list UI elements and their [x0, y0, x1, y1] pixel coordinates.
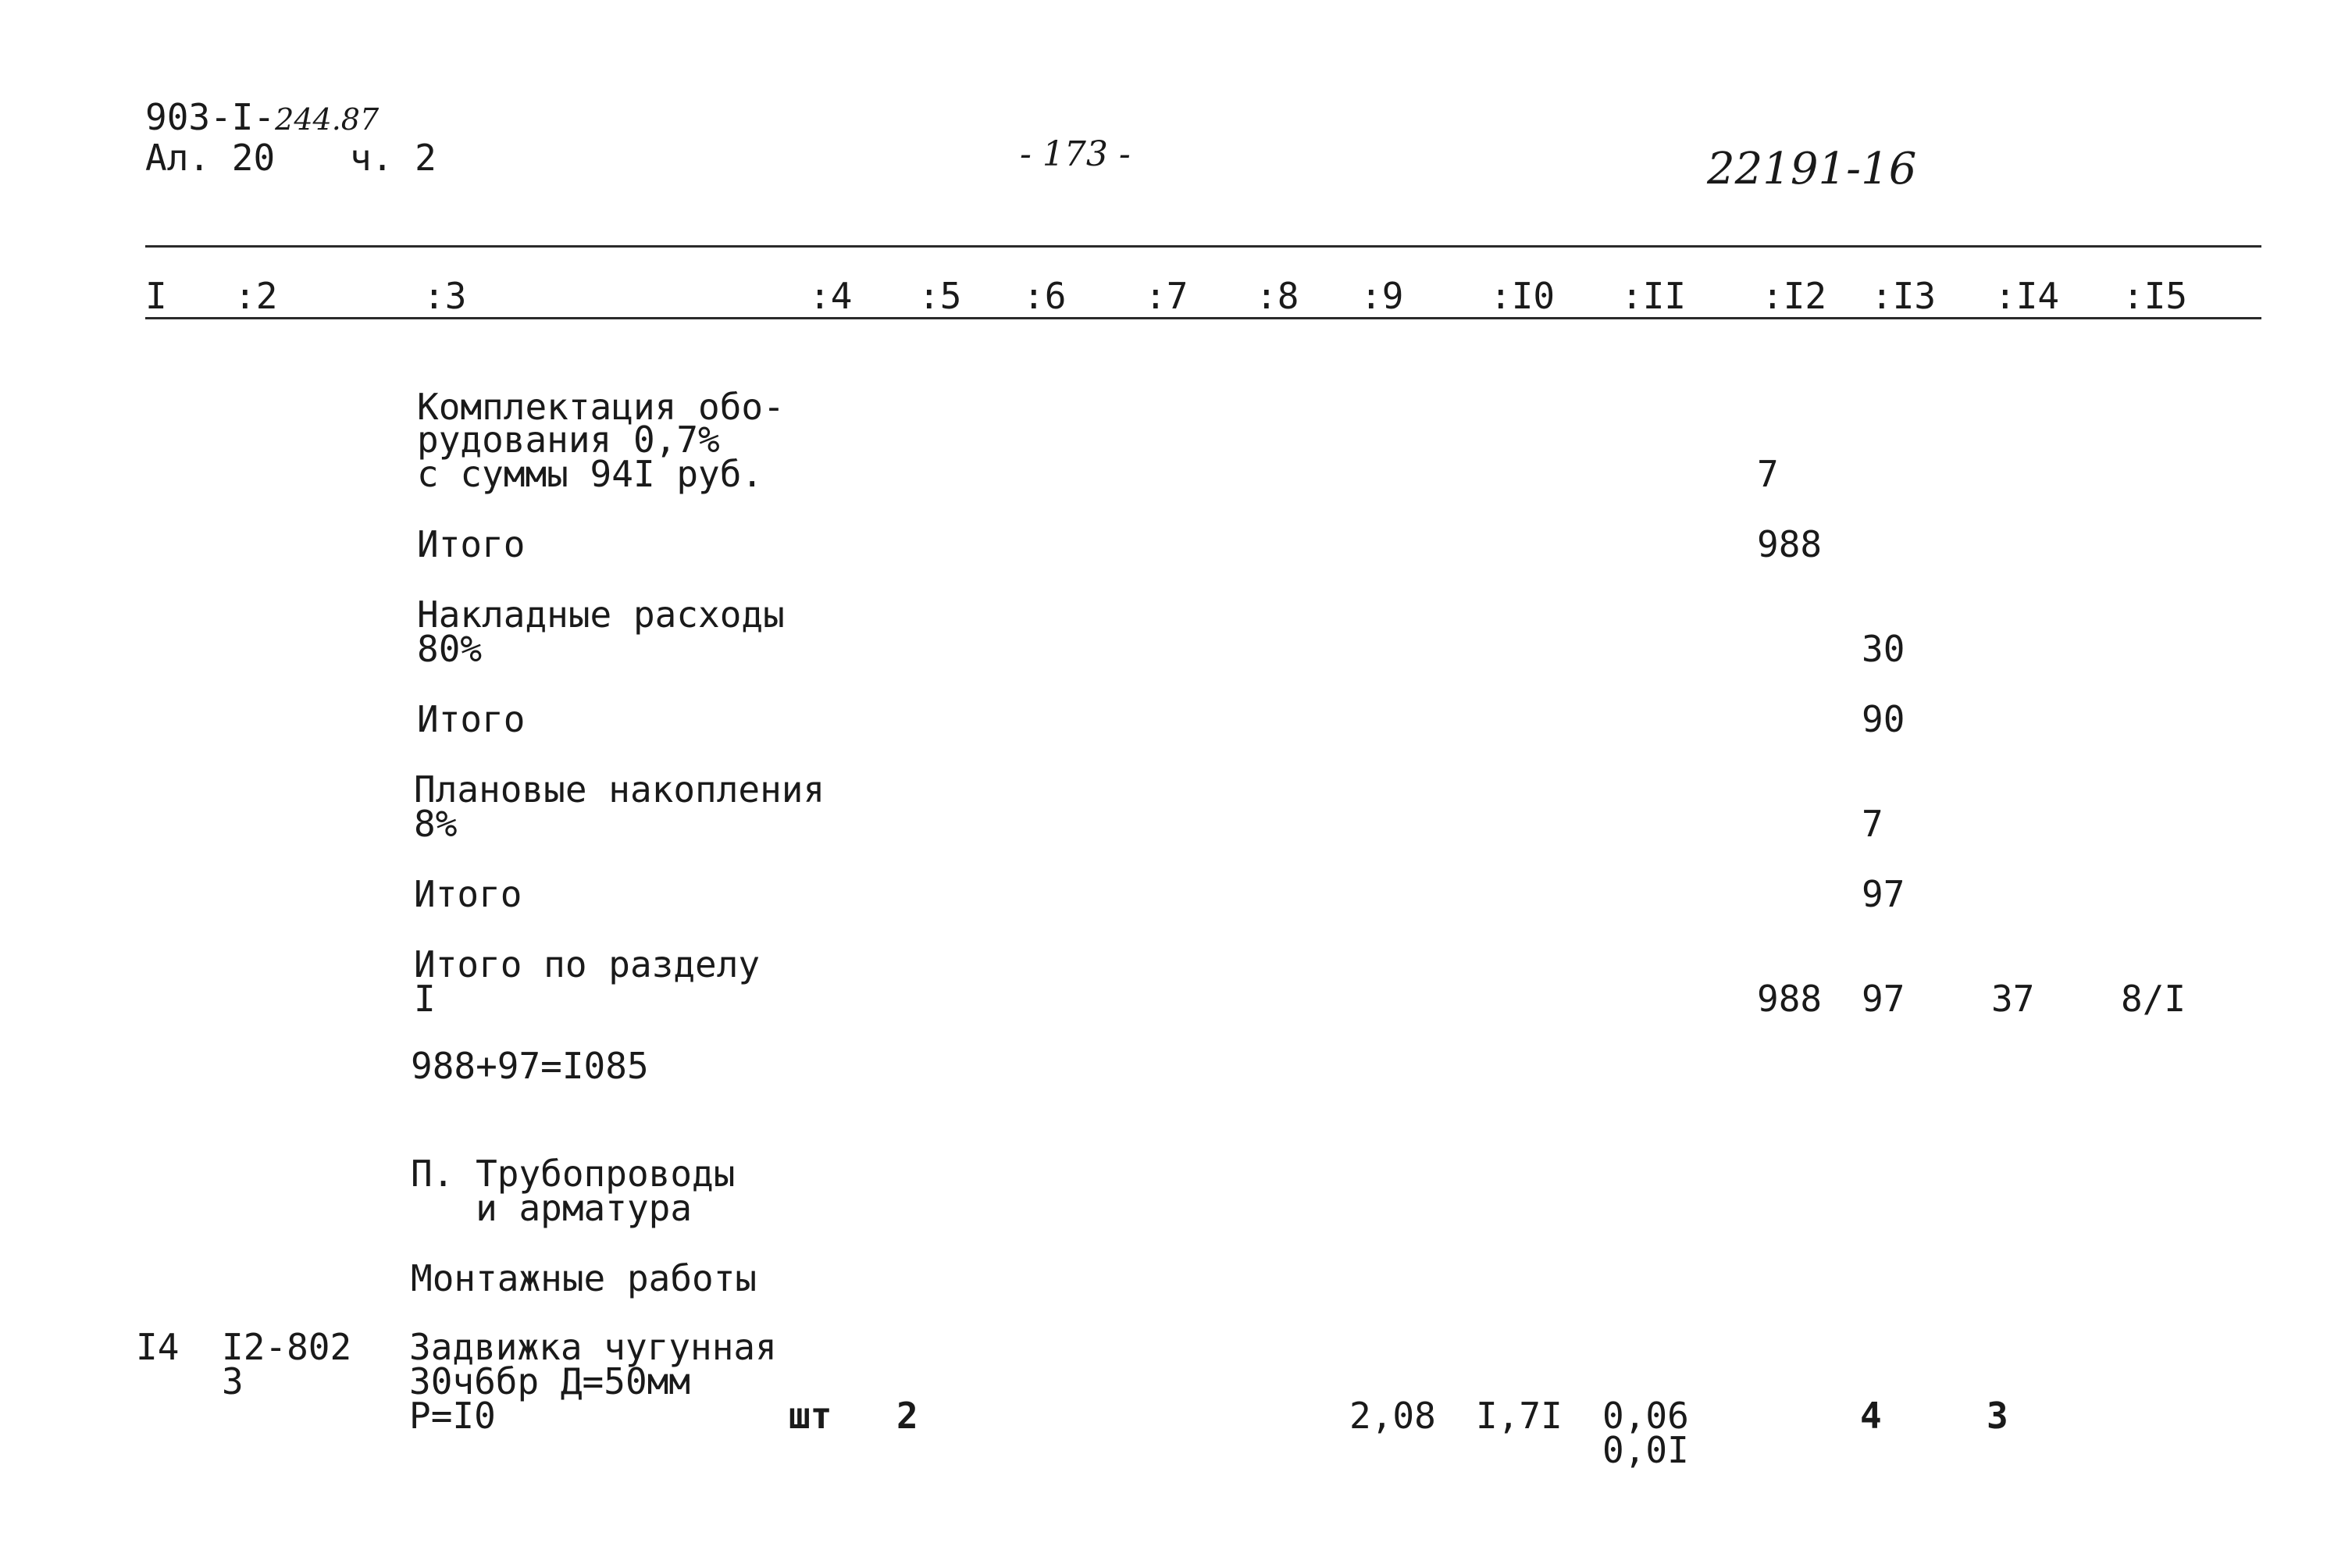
album-label: Ал. 20	[145, 137, 276, 179]
doc-code-handwritten: 244.87	[275, 102, 380, 137]
col-header-5: :5	[918, 275, 962, 317]
cell-col12: 988	[1757, 978, 1823, 1020]
col-header-8: :8	[1256, 275, 1299, 317]
col-header-4: :4	[809, 275, 853, 317]
page-number: - 173 -	[1020, 134, 1131, 174]
cell-col10: I,7I	[1476, 1395, 1563, 1437]
row-text-line: с суммы 94I руб.	[417, 453, 764, 495]
cell-col12: 988	[1757, 523, 1823, 565]
cell-col2-line: 3	[222, 1360, 244, 1402]
row-label: Итого	[414, 873, 522, 915]
cell-col13: 30	[1862, 628, 1905, 670]
col-header-7: :7	[1145, 275, 1188, 317]
row-text-line: I	[414, 978, 436, 1020]
cell-col13: 97	[1862, 978, 1905, 1020]
row-text-line: Накладные расходы	[417, 593, 785, 636]
row-text-line: 8%	[414, 803, 458, 845]
cell-col2-line: I2-802	[222, 1326, 352, 1368]
row-label: 988+97=I085	[411, 1045, 649, 1087]
row-text-line: Р=I0	[409, 1395, 496, 1437]
row-text-line: 80%	[417, 628, 483, 670]
col-header-3: :3	[423, 275, 467, 317]
cell-col11-line: 0,0I	[1602, 1429, 1689, 1471]
cell-col13: 4	[1860, 1395, 1882, 1437]
cell-col13: 90	[1862, 698, 1905, 740]
cell-col1: I4	[136, 1326, 180, 1368]
cell-col15: 8/I	[2121, 978, 2186, 1020]
cell-col13: 7	[1862, 803, 1883, 845]
row-text-line: Комплектация обо-	[417, 386, 785, 428]
row-text-line: П. Трубопроводы	[411, 1153, 736, 1195]
row-text-line: Плановые накопления	[414, 768, 825, 811]
row-label: Итого	[417, 523, 526, 565]
cell-col14: 3	[1987, 1395, 2008, 1437]
cell-col13: 97	[1862, 873, 1905, 915]
cell-col12: 7	[1757, 453, 1779, 495]
col-header-6: :6	[1023, 275, 1067, 317]
cell-col11-line: 0,06	[1602, 1395, 1689, 1437]
col-header-2: :2	[234, 275, 278, 317]
col-header-1: I	[145, 275, 167, 317]
col-header-10: :I0	[1490, 275, 1556, 317]
doc-code	[145, 97, 379, 140]
col-header-11: :II	[1621, 275, 1687, 317]
row-text-line: 30ч6бр Д=50мм	[409, 1360, 691, 1402]
col-header-9: :9	[1360, 275, 1404, 317]
col-header-14: :I4	[1994, 275, 2060, 317]
row-label: Итого	[417, 698, 526, 740]
row-text-line: Задвижка чугунная	[409, 1326, 777, 1368]
cell-col14: 37	[1991, 978, 2035, 1020]
col-header-15: :I5	[2122, 275, 2188, 317]
row-text-line: Итого по разделу	[414, 943, 761, 985]
cell-col9: 2,08	[1349, 1395, 1436, 1437]
row-label: Монтажные работы	[411, 1257, 757, 1299]
cell-col4: шт	[789, 1395, 832, 1437]
part-label: ч. 2	[350, 137, 437, 179]
top-rule	[145, 245, 2261, 248]
doc-number: 22191-16	[1707, 144, 1917, 194]
row-text-line: рудования 0,7%	[417, 419, 720, 461]
doc-code-prefix: 903-I-	[145, 96, 276, 138]
row-text-line: и арматура	[411, 1187, 693, 1229]
col-header-12: :I2	[1762, 275, 1827, 317]
col-header-13: :I3	[1871, 275, 1937, 317]
cell-col5: 2	[896, 1395, 918, 1437]
header-bottom-rule	[145, 317, 2261, 319]
